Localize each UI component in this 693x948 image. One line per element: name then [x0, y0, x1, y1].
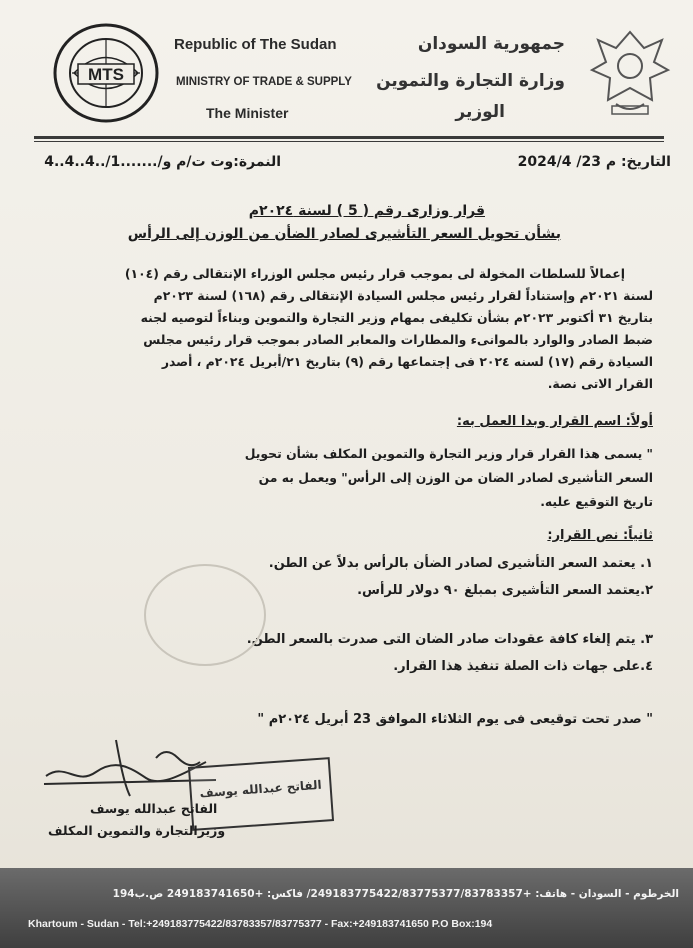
ref-value: وت ت/م و/.......1/..4..4..4	[44, 154, 234, 170]
preamble-line: بتاريخ ٣١ أكتوبر ٢٠٢٣م بشأن تكليفى بمهام وزير التجارة والتموين وبناءاً لتوصيه لجنه	[140, 310, 653, 325]
preamble-line: القرار الاتى نصة.	[547, 376, 653, 391]
preamble	[38, 263, 653, 395]
preamble-line: ضبط الصادر والوارد بالموانىء والمطارات والمعابر الصادر بموجب قرار رئيس مجلس	[143, 332, 653, 347]
ministry-en: MINISTRY OF TRADE & SUPPLY	[176, 76, 352, 88]
decision-subject: بشأن تحويل السعر التأشيرى لصادر الضأن من الوزن إلى الرأس	[127, 226, 561, 242]
minister-ar: الوزير	[455, 102, 505, 122]
issued-line: " صدر تحت توقيعى فى يوم الثلاثاء الموافق 23 أبريل ٢٠٢٤م "	[257, 712, 653, 727]
section1-line: " يسمى هذا القرار قرار وزير التجارة والتموين المكلف بشأن تحويل	[244, 446, 653, 461]
header-rule	[34, 136, 664, 139]
faint-circular-stamp	[140, 560, 270, 670]
republic-en: Republic of The Sudan	[174, 36, 337, 53]
ref-label: النمرة:	[233, 154, 281, 170]
signatory-title: وزيرالتجارة والتموين المكلف	[48, 823, 226, 838]
republic-ar: جمهورية السودان	[417, 34, 565, 54]
decision-item: ٢.يعتمد السعر التأشيرى بمبلغ ٩٠ دولار للرأس.	[357, 583, 653, 598]
decision-item: ٣. يتم إلغاء كافة عقودات صادر الضان التى صدرت بالسعر الطن.	[246, 632, 653, 647]
preamble-line: إعمالاً للسلطات المخولة لى بموجب قرار رئيس مجلس الوزراء الإنتقالى رقم (١٠٤)	[124, 266, 625, 281]
stamp-text: الفاتح عبدالله يوسف	[199, 777, 323, 801]
sudan-emblem	[588, 26, 672, 120]
footer-english: Khartoum - Sudan - Tel:+249183775422/83783357/83775377 - Fax:+249183741650 P.O Box:194	[28, 918, 493, 930]
footer-arabic: الخرطوم - السودان - هاتف: +249183775422/83775377/83783357/ فاكس: +249183741650 ص.ب194	[112, 888, 679, 900]
decision-item: ١. يعتمد السعر التأشيرى لصادر الضأن بالرأس بدلاً عن الطن.	[268, 556, 653, 571]
preamble-line: لسنة ٢٠٢١م وإستناداً لقرار رئيس مجلس السيادة الإنتقالى رقم (١٦٨) لسنة ٢٠٢٣م	[153, 288, 653, 303]
footer-bar	[0, 868, 693, 948]
minister-en: The Minister	[206, 105, 289, 121]
decision-title: قرار وزارى رقم ( 5 ) لسنة ٢٠٢٤م	[248, 203, 485, 219]
svg-text:MTS: MTS	[88, 65, 124, 84]
ministry-logo	[52, 22, 160, 124]
section1-title: أولاً: اسم القرار وبدا العمل به:	[456, 414, 653, 429]
decision-item: ٤.على جهات ذات الصلة تنفيذ هذا القرار.	[393, 659, 653, 674]
section2-title: ثانياً: نص القرار:	[547, 528, 653, 543]
header-rule-thin	[34, 141, 664, 142]
preamble-line: السيادة رقم (١٧) لسنه ٢٠٢٤ فى إجتماعها رقم (٩) بتاريخ ٢١/أبريل ٢٠٢٤م ، أصدر	[161, 354, 653, 369]
section1-line: تاريخ التوقيع عليه.	[540, 494, 653, 509]
section1-line: السعر التأشيرى لصادر الضان من الوزن إلى الرأس" ويعمل به من	[258, 470, 653, 485]
ref-line	[44, 154, 281, 170]
official-stamp	[188, 757, 334, 831]
date-value: 2024/4 /23 م	[517, 154, 617, 170]
ministry-ar: وزارة التجارة والتموين	[376, 71, 565, 91]
section1-body	[38, 442, 653, 514]
date-line	[518, 154, 671, 170]
date-label: التاريخ:	[620, 154, 671, 170]
signatory-name: الفاتح عبدالله يوسف	[90, 801, 218, 816]
